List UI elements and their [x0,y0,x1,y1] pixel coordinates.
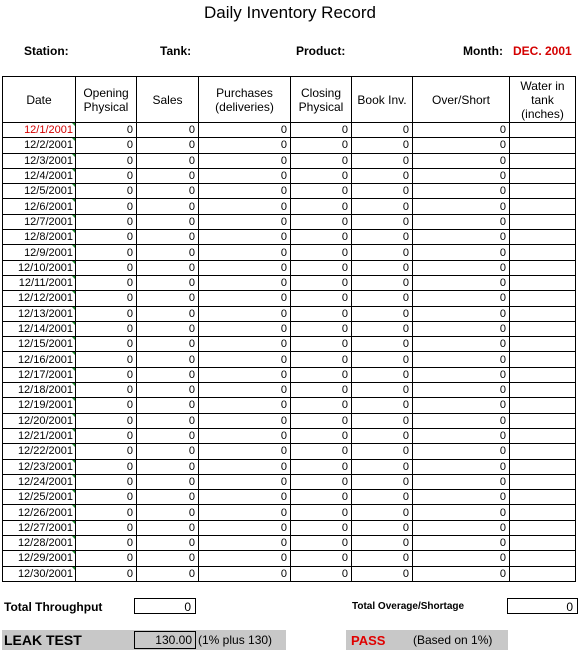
cell-book[interactable]: 0 [352,199,413,214]
cell-water[interactable] [510,428,576,443]
cell-sales[interactable]: 0 [137,230,199,245]
total-throughput-value[interactable]: 0 [134,598,196,614]
column-header-closing: Closing Physical [291,77,352,123]
cell-opening[interactable]: 0 [76,428,137,443]
cell-purchases[interactable]: 0 [199,199,291,214]
cell-opening[interactable]: 0 [76,566,137,581]
cell-overshort[interactable]: 0 [413,245,510,260]
cell-water[interactable] [510,413,576,428]
cell-purchases[interactable]: 0 [199,413,291,428]
cell-closing[interactable]: 0 [291,398,352,413]
cell-closing[interactable]: 0 [291,230,352,245]
cell-date[interactable]: 12/13/2001 [3,306,76,321]
cell-opening[interactable]: 0 [76,551,137,566]
cell-date[interactable]: 12/30/2001 [3,566,76,581]
cell-closing[interactable]: 0 [291,321,352,336]
cell-water[interactable] [510,444,576,459]
cell-sales[interactable]: 0 [137,490,199,505]
cell-date[interactable]: 12/27/2001 [3,520,76,535]
cell-sales[interactable]: 0 [137,428,199,443]
cell-overshort[interactable]: 0 [413,199,510,214]
cell-overshort[interactable]: 0 [413,168,510,183]
cell-purchases[interactable]: 0 [199,383,291,398]
cell-water[interactable] [510,230,576,245]
cell-sales[interactable]: 0 [137,291,199,306]
cell-date[interactable]: 12/21/2001 [3,428,76,443]
product-label: Product: [296,44,346,58]
cell-purchases[interactable]: 0 [199,306,291,321]
cell-closing[interactable]: 0 [291,474,352,489]
cell-sales[interactable]: 0 [137,444,199,459]
cell-opening[interactable]: 0 [76,184,137,199]
cell-closing[interactable]: 0 [291,168,352,183]
cell-date[interactable]: 12/3/2001 [3,153,76,168]
cell-sales[interactable]: 0 [137,551,199,566]
cell-opening[interactable]: 0 [76,337,137,352]
cell-overshort[interactable]: 0 [413,505,510,520]
column-header-purchases: Purchases (deliveries) [199,77,291,123]
cell-water[interactable] [510,490,576,505]
cell-closing[interactable]: 0 [291,352,352,367]
cell-closing[interactable]: 0 [291,551,352,566]
table-row [3,337,576,352]
cell-date[interactable]: 12/14/2001 [3,321,76,336]
table-row [3,520,576,535]
cell-closing[interactable]: 0 [291,505,352,520]
table-row [3,168,576,183]
cell-water[interactable] [510,367,576,382]
column-header-sales: Sales [137,77,199,123]
cell-overshort[interactable]: 0 [413,551,510,566]
cell-book[interactable]: 0 [352,214,413,229]
table-row [3,413,576,428]
cell-opening[interactable]: 0 [76,383,137,398]
cell-date[interactable]: 12/7/2001 [3,214,76,229]
cell-opening[interactable]: 0 [76,474,137,489]
leak-test-value[interactable]: 130.00 [134,631,196,649]
cell-water[interactable] [510,168,576,183]
cell-book[interactable]: 0 [352,337,413,352]
table-row [3,321,576,336]
leak-test-label: LEAK TEST [4,632,82,648]
cell-purchases[interactable]: 0 [199,230,291,245]
cell-water[interactable] [510,260,576,275]
table-row [3,459,576,474]
cell-overshort[interactable]: 0 [413,459,510,474]
cell-overshort[interactable]: 0 [413,444,510,459]
cell-opening[interactable]: 0 [76,413,137,428]
cell-overshort[interactable]: 0 [413,383,510,398]
cell-water[interactable] [510,474,576,489]
month-value: DEC. 2001 [513,44,572,58]
cell-book[interactable]: 0 [352,490,413,505]
cell-sales[interactable]: 0 [137,398,199,413]
cell-sales[interactable]: 0 [137,199,199,214]
cell-purchases[interactable]: 0 [199,153,291,168]
table-row [3,275,576,290]
table-row [3,367,576,382]
cell-opening[interactable]: 0 [76,153,137,168]
cell-sales[interactable]: 0 [137,123,199,138]
cell-sales[interactable]: 0 [137,168,199,183]
cell-date[interactable]: 12/16/2001 [3,352,76,367]
table-row [3,184,576,199]
table-row [3,551,576,566]
column-header-opening: Opening Physical [76,77,137,123]
cell-opening[interactable]: 0 [76,459,137,474]
cell-date[interactable]: 12/11/2001 [3,275,76,290]
cell-opening[interactable]: 0 [76,352,137,367]
cell-sales[interactable]: 0 [137,383,199,398]
cell-book[interactable]: 0 [352,168,413,183]
cell-book[interactable]: 0 [352,536,413,551]
cell-book[interactable]: 0 [352,230,413,245]
cell-book[interactable]: 0 [352,428,413,443]
cell-sales[interactable]: 0 [137,245,199,260]
cell-purchases[interactable]: 0 [199,214,291,229]
cell-book[interactable]: 0 [352,275,413,290]
cell-overshort[interactable]: 0 [413,291,510,306]
cell-overshort[interactable]: 0 [413,138,510,153]
table-row [3,536,576,551]
cell-book[interactable]: 0 [352,291,413,306]
cell-book[interactable]: 0 [352,383,413,398]
cell-sales[interactable]: 0 [137,352,199,367]
cell-closing[interactable]: 0 [291,245,352,260]
cell-overshort[interactable]: 0 [413,337,510,352]
cell-overshort[interactable]: 0 [413,184,510,199]
cell-book[interactable]: 0 [352,566,413,581]
cell-purchases[interactable]: 0 [199,474,291,489]
cell-purchases[interactable]: 0 [199,490,291,505]
cell-book[interactable]: 0 [352,367,413,382]
cell-date[interactable]: 12/12/2001 [3,291,76,306]
column-header-date: Date [3,77,76,123]
cell-purchases[interactable]: 0 [199,337,291,352]
cell-closing[interactable]: 0 [291,490,352,505]
cell-date[interactable]: 12/6/2001 [3,199,76,214]
cell-water[interactable] [510,123,576,138]
cell-date[interactable]: 12/24/2001 [3,474,76,489]
cell-closing[interactable]: 0 [291,138,352,153]
cell-sales[interactable]: 0 [137,520,199,535]
cell-overshort[interactable]: 0 [413,230,510,245]
cell-closing[interactable]: 0 [291,413,352,428]
cell-water[interactable] [510,138,576,153]
table-row [3,230,576,245]
cell-date[interactable]: 12/8/2001 [3,230,76,245]
table-row [3,444,576,459]
cell-overshort[interactable]: 0 [413,123,510,138]
cell-opening[interactable]: 0 [76,291,137,306]
cell-opening[interactable]: 0 [76,214,137,229]
cell-overshort[interactable]: 0 [413,306,510,321]
cell-book[interactable]: 0 [352,413,413,428]
cell-date[interactable]: 12/22/2001 [3,444,76,459]
cell-closing[interactable]: 0 [291,428,352,443]
cell-water[interactable] [510,352,576,367]
cell-closing[interactable]: 0 [291,291,352,306]
cell-book[interactable]: 0 [352,520,413,535]
cell-overshort[interactable]: 0 [413,398,510,413]
cell-opening[interactable]: 0 [76,306,137,321]
cell-closing[interactable]: 0 [291,123,352,138]
cell-purchases[interactable]: 0 [199,260,291,275]
cell-date[interactable]: 12/26/2001 [3,505,76,520]
cell-water[interactable] [510,245,576,260]
cell-closing[interactable]: 0 [291,444,352,459]
cell-overshort[interactable]: 0 [413,275,510,290]
cell-opening[interactable]: 0 [76,520,137,535]
cell-sales[interactable]: 0 [137,459,199,474]
cell-closing[interactable]: 0 [291,566,352,581]
cell-purchases[interactable]: 0 [199,138,291,153]
cell-date[interactable]: 12/25/2001 [3,490,76,505]
table-header-row [3,77,576,123]
cell-closing[interactable]: 0 [291,153,352,168]
table-row [3,383,576,398]
cell-water[interactable] [510,566,576,581]
table-row [3,566,576,581]
cell-book[interactable]: 0 [352,398,413,413]
cell-water[interactable] [510,459,576,474]
cell-opening[interactable]: 0 [76,138,137,153]
cell-overshort[interactable]: 0 [413,260,510,275]
cell-closing[interactable]: 0 [291,275,352,290]
cell-purchases[interactable]: 0 [199,520,291,535]
cell-purchases[interactable]: 0 [199,551,291,566]
column-header-water: Water in tank (inches) [510,77,576,123]
cell-purchases[interactable]: 0 [199,398,291,413]
cell-closing[interactable]: 0 [291,184,352,199]
cell-purchases[interactable]: 0 [199,459,291,474]
cell-overshort[interactable]: 0 [413,413,510,428]
cell-overshort[interactable]: 0 [413,214,510,229]
table-row [3,199,576,214]
cell-date[interactable]: 12/28/2001 [3,536,76,551]
cell-book[interactable]: 0 [352,260,413,275]
table-body [3,123,576,582]
cell-book[interactable]: 0 [352,444,413,459]
cell-date[interactable]: 12/23/2001 [3,459,76,474]
cell-book[interactable]: 0 [352,321,413,336]
cell-opening[interactable]: 0 [76,536,137,551]
cell-sales[interactable]: 0 [137,138,199,153]
cell-purchases[interactable]: 0 [199,291,291,306]
table-row [3,245,576,260]
cell-opening[interactable]: 0 [76,168,137,183]
cell-purchases[interactable]: 0 [199,367,291,382]
cell-book[interactable]: 0 [352,184,413,199]
cell-book[interactable]: 0 [352,551,413,566]
cell-sales[interactable]: 0 [137,214,199,229]
cell-water[interactable] [510,551,576,566]
leak-test-result-note: (Based on 1%) [413,633,493,647]
cell-opening[interactable]: 0 [76,321,137,336]
cell-opening[interactable]: 0 [76,505,137,520]
cell-water[interactable] [510,184,576,199]
cell-book[interactable]: 0 [352,474,413,489]
cell-date[interactable]: 12/2/2001 [3,138,76,153]
cell-sales[interactable]: 0 [137,566,199,581]
cell-closing[interactable]: 0 [291,367,352,382]
month-label: Month: [463,44,503,58]
cell-water[interactable] [510,398,576,413]
cell-sales[interactable]: 0 [137,367,199,382]
cell-opening[interactable]: 0 [76,245,137,260]
cell-date[interactable]: 12/19/2001 [3,398,76,413]
cell-overshort[interactable]: 0 [413,566,510,581]
cell-book[interactable]: 0 [352,505,413,520]
cell-opening[interactable]: 0 [76,123,137,138]
station-label: Station: [24,44,69,58]
cell-overshort[interactable]: 0 [413,536,510,551]
cell-overshort[interactable]: 0 [413,428,510,443]
table-row [3,474,576,489]
inventory-table [2,76,576,582]
cell-closing[interactable]: 0 [291,383,352,398]
cell-date[interactable]: 12/9/2001 [3,245,76,260]
cell-purchases[interactable]: 0 [199,245,291,260]
cell-date[interactable]: 12/17/2001 [3,367,76,382]
cell-overshort[interactable]: 0 [413,474,510,489]
cell-purchases[interactable]: 0 [199,275,291,290]
cell-water[interactable] [510,520,576,535]
cell-date[interactable]: 12/18/2001 [3,383,76,398]
cell-purchases[interactable]: 0 [199,168,291,183]
cell-purchases[interactable]: 0 [199,352,291,367]
cell-purchases[interactable]: 0 [199,566,291,581]
cell-water[interactable] [510,199,576,214]
cell-book[interactable]: 0 [352,245,413,260]
cell-book[interactable]: 0 [352,153,413,168]
cell-water[interactable] [510,337,576,352]
table-row [3,306,576,321]
cell-opening[interactable]: 0 [76,199,137,214]
cell-purchases[interactable]: 0 [199,505,291,520]
cell-purchases[interactable]: 0 [199,184,291,199]
table-row [3,153,576,168]
cell-date[interactable]: 12/4/2001 [3,168,76,183]
tank-label: Tank: [160,44,192,58]
cell-water[interactable] [510,275,576,290]
cell-sales[interactable]: 0 [137,536,199,551]
cell-closing[interactable]: 0 [291,199,352,214]
cell-water[interactable] [510,383,576,398]
column-header-book-inv: Book Inv. [352,77,413,123]
cell-water[interactable] [510,505,576,520]
cell-overshort[interactable]: 0 [413,352,510,367]
cell-sales[interactable]: 0 [137,474,199,489]
cell-opening[interactable]: 0 [76,260,137,275]
cell-purchases[interactable]: 0 [199,123,291,138]
cell-purchases[interactable]: 0 [199,321,291,336]
cell-closing[interactable]: 0 [291,306,352,321]
cell-sales[interactable]: 0 [137,275,199,290]
cell-opening[interactable]: 0 [76,367,137,382]
table-row [3,138,576,153]
cell-book[interactable]: 0 [352,352,413,367]
table-row [3,123,576,138]
cell-closing[interactable]: 0 [291,520,352,535]
leak-test-result: PASS [351,633,386,648]
cell-sales[interactable]: 0 [137,337,199,352]
cell-closing[interactable]: 0 [291,459,352,474]
cell-sales[interactable]: 0 [137,413,199,428]
cell-closing[interactable]: 0 [291,214,352,229]
cell-water[interactable] [510,291,576,306]
cell-book[interactable]: 0 [352,123,413,138]
cell-book[interactable]: 0 [352,138,413,153]
cell-overshort[interactable]: 0 [413,153,510,168]
table-row [3,398,576,413]
cell-date[interactable]: 12/15/2001 [3,337,76,352]
table-row [3,428,576,443]
cell-opening[interactable]: 0 [76,398,137,413]
column-header-over-short: Over/Short [413,77,510,123]
cell-water[interactable] [510,214,576,229]
table-row [3,291,576,306]
table-row [3,352,576,367]
table-row [3,260,576,275]
cell-sales[interactable]: 0 [137,306,199,321]
cell-date[interactable]: 12/1/2001 [3,123,76,138]
cell-opening[interactable]: 0 [76,444,137,459]
cell-purchases[interactable]: 0 [199,536,291,551]
cell-date[interactable]: 12/20/2001 [3,413,76,428]
cell-closing[interactable]: 0 [291,337,352,352]
cell-purchases[interactable]: 0 [199,428,291,443]
cell-water[interactable] [510,321,576,336]
page-title: Daily Inventory Record [204,3,376,22]
cell-closing[interactable]: 0 [291,536,352,551]
cell-sales[interactable]: 0 [137,184,199,199]
total-overage-label: Total Overage/Shortage [352,601,465,612]
cell-overshort[interactable]: 0 [413,367,510,382]
cell-water[interactable] [510,536,576,551]
table-row [3,214,576,229]
table-row [3,490,576,505]
cell-overshort[interactable]: 0 [413,520,510,535]
total-overage-value[interactable]: 0 [507,598,578,614]
cell-sales[interactable]: 0 [137,153,199,168]
table-row [3,505,576,520]
cell-date[interactable]: 12/5/2001 [3,184,76,199]
cell-water[interactable] [510,153,576,168]
cell-closing[interactable]: 0 [291,260,352,275]
cell-overshort[interactable]: 0 [413,490,510,505]
cell-overshort[interactable]: 0 [413,321,510,336]
cell-date[interactable]: 12/29/2001 [3,551,76,566]
cell-date[interactable]: 12/10/2001 [3,260,76,275]
cell-sales[interactable]: 0 [137,321,199,336]
cell-water[interactable] [510,306,576,321]
cell-opening[interactable]: 0 [76,490,137,505]
cell-sales[interactable]: 0 [137,260,199,275]
cell-book[interactable]: 0 [352,306,413,321]
cell-opening[interactable]: 0 [76,230,137,245]
total-throughput-label: Total Throughput [4,600,103,614]
cell-sales[interactable]: 0 [137,505,199,520]
cell-purchases[interactable]: 0 [199,444,291,459]
cell-book[interactable]: 0 [352,459,413,474]
leak-test-note: (1% plus 130) [198,633,273,647]
cell-opening[interactable]: 0 [76,275,137,290]
